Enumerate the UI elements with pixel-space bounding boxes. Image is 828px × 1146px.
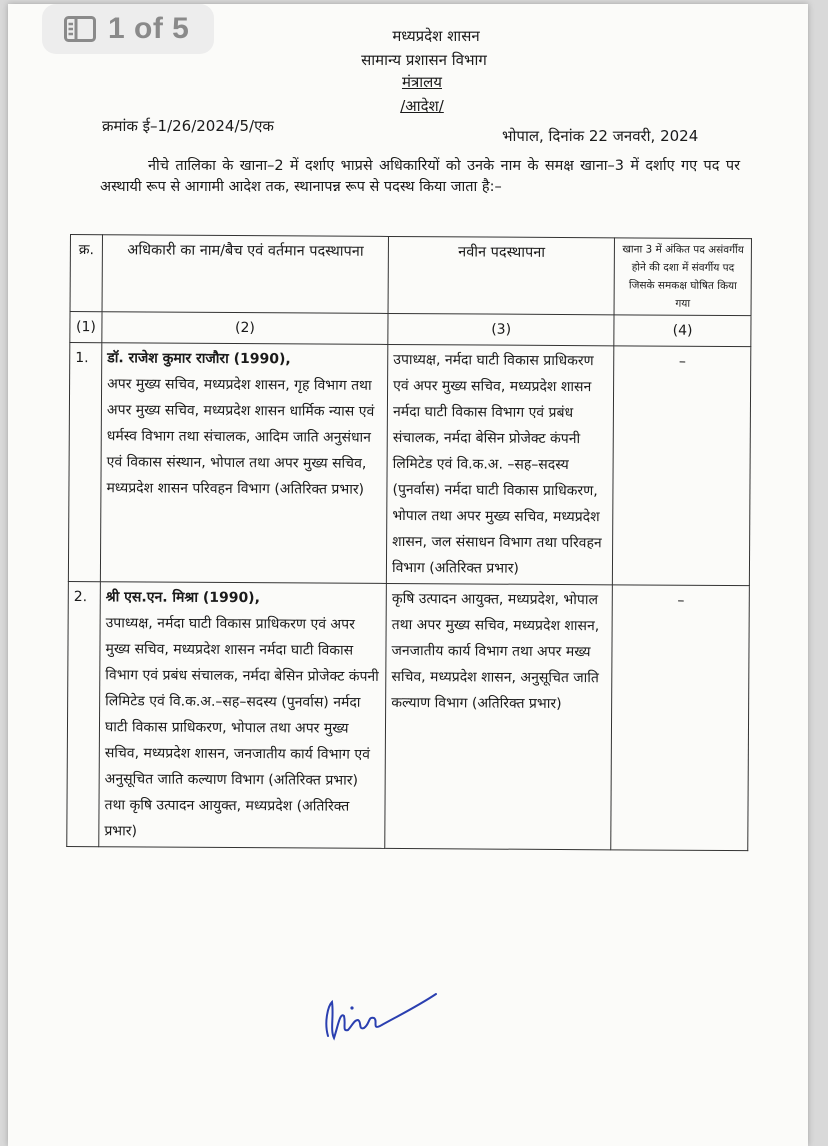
column-number-row: [70, 312, 751, 347]
colnum-1: (1): [70, 312, 102, 343]
signature: [318, 986, 448, 1054]
colnum-4: (4): [614, 315, 751, 347]
intro-paragraph: [100, 156, 740, 198]
officer-name: श्री एस.एन. मिश्रा (1990),: [105, 589, 260, 607]
header-order: /आदेश/: [400, 97, 444, 115]
intro-text: नीचे तालिका के खाना–2 में दर्शाए भाप्रसे अधिकारियों को उनके नाम के समक्ष खाना–3 में दर्शाए गए पद पर अस्थायी रूप से आगामी आदेश तक, स्थानापन्न रूप से पदस्थ किया जाता है:–: [100, 158, 740, 195]
header-equivalent: खाना 3 में अंकित पद असंवर्गीय होने की दशा में संवर्गीय पद जिसके समकक्ष घोषित किया गया: [614, 238, 751, 316]
header-new-posting: नवीन पदस्थापना: [388, 236, 615, 314]
place-date: भोपाल, दिनांक 22 जनवरी, 2024: [502, 127, 699, 145]
row-new-posting: कृषि उत्पादन आयुक्त, मध्यप्रदेश, भोपाल तथा अपर मुख्य सचिव, मध्यप्रदेश शासन, जनजातीय कार्य विभाग तथा अपर मख्य सचिव, मध्यप्रदेश शासन, अनुसूचित जाति कल्याण विभाग (अतिरिक्त प्रभार): [385, 583, 613, 849]
header-department: सामान्य प्रशासन विभाग: [361, 51, 487, 69]
row-equivalent: –: [611, 585, 749, 851]
current-posting-text: अपर मुख्य सचिव, मध्यप्रदेश शासन, गृह विभाग तथा अपर मुख्य सचिव, मध्यप्रदेश शासन धार्मिक न्यास एवं धर्मस्व विभाग तथा संचालक, आदिम जाति अनुसंधान एवं विकास संस्थान, भोपाल तथा अपर मुख्य सचिव, मध्यप्रदेश शासन परिवहन विभाग (अतिरिक्त प्रभार): [106, 376, 375, 498]
row-sno: 2.: [67, 581, 101, 846]
page-indicator[interactable]: [42, 4, 214, 54]
colnum-2: (2): [102, 312, 388, 345]
header-sno: क्र.: [70, 235, 102, 312]
sidebar-toggle-icon[interactable]: [64, 16, 96, 42]
row-current-posting: [99, 582, 387, 849]
posting-table: [66, 234, 752, 851]
header-officer: अधिकारी का नाम/बैच एवं वर्तमान पदस्थापना: [102, 235, 389, 314]
row-sno: 1.: [68, 343, 101, 582]
row-equivalent: –: [613, 346, 751, 586]
order-number: क्रमांक ई–1/26/2024/5/एक: [102, 117, 274, 135]
colnum-3: (3): [388, 313, 614, 345]
page-indicator-text: 1 of 5: [108, 12, 190, 45]
row-current-posting: [100, 343, 388, 584]
table-row: [68, 343, 750, 586]
header-government: मध्यप्रदेश शासन: [392, 27, 480, 45]
row-new-posting: उपाध्यक्ष, नर्मदा घाटी विकास प्राधिकरण एवं अपर मुख्य सचिव, मध्यप्रदेश शासन नर्मदा घाटी विकास विभाग एवं प्रबंध संचालक, नर्मदा बेसिन प्रोजेक्ट कंपनी लिमिटेड एवं वि.क.अ. –सह–सदस्य (पुनर्वास) नर्मदा घाटी विकास प्राधिकरण, भोपाल तथा अपर मुख्य सचिव, मध्यप्रदेश शासन, जल संसाधन विभाग तथा परिवहन विभाग (अतिरिक्त प्रभार): [386, 344, 614, 584]
table-row: [67, 581, 750, 850]
current-posting-text: उपाध्यक्ष, नर्मदा घाटी विकास प्राधिकरण एवं अपर मुख्य सचिव, मध्यप्रदेश शासन नर्मदा घाटी विकास विभाग एवं प्रबंध संचालक, नर्मदा बेसिन प्रोजेक्ट कंपनी लिमिटेड एवं वि.क.अ.–सह–सदस्य (पुनर्वास) नर्मदा घाटी विकास प्राधिकरण, भोपाल तथा अपर मुख्य सचिव, मध्यप्रदेश शासन, जनजातीय कार्य विभाग एवं अनुसूचित जाति कल्याण विभाग (अतिरिक्त प्रभार) तथा कृषि उत्पादन आयुक्त, मध्यप्रदेश (अतिरिक्त प्रभार): [104, 615, 379, 840]
table-header-row: [70, 235, 751, 316]
officer-name: डॉ. राजेश कुमार राजौरा (1990),: [107, 350, 291, 368]
header-ministry: मंत्रालय: [401, 73, 442, 91]
